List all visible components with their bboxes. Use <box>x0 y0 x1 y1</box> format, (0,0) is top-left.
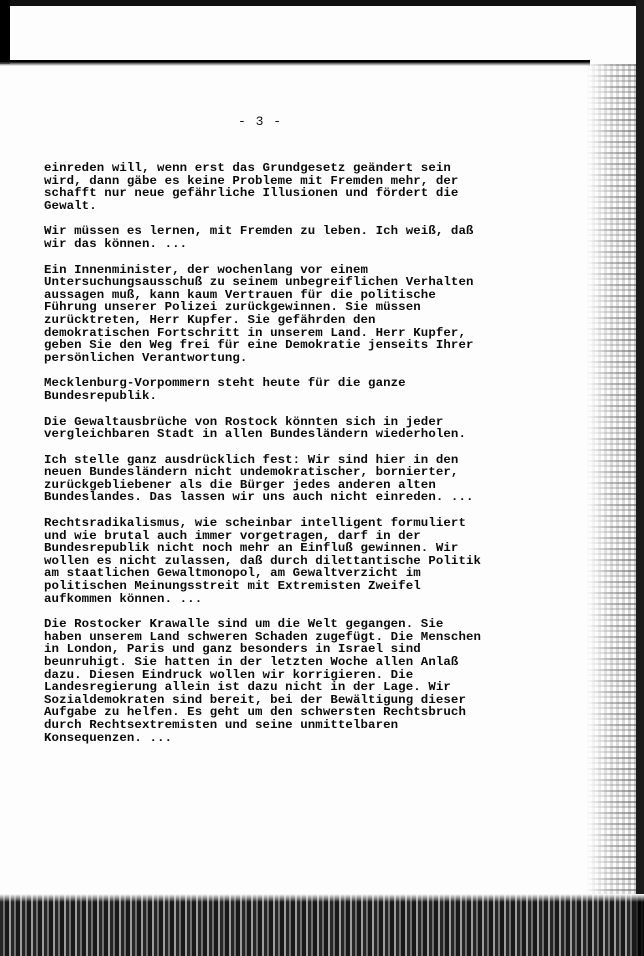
paragraph <box>44 416 564 441</box>
text-line: am staatlichen Gewaltmonopol, am Gewaltverzicht im <box>44 566 421 581</box>
paragraph <box>44 264 564 365</box>
text-line: geben Sie den Weg frei für eine Demokratie jenseits Ihrer <box>44 338 474 353</box>
paragraph <box>44 454 564 504</box>
scan-bottom-edge <box>0 894 644 956</box>
text-line: und wie brutal auch immer vorgetragen, darf in der <box>44 528 421 543</box>
text-line: Die Rostocker Krawalle sind um die Welt gegangen. Sie <box>44 617 444 632</box>
text-line: Rechtsradikalismus, wie scheinbar intelligent formuliert <box>44 516 466 531</box>
text-line: wird, dann gäbe es keine Probleme mit Fremden mehr, der <box>44 173 459 188</box>
text-line: Landesregierung allein ist dazu nicht in der Lage. Wir <box>44 680 451 695</box>
scan-top-edge <box>0 0 644 6</box>
paragraph <box>44 162 564 212</box>
text-line: Untersuchungsausschuß zu seinem unbegreiflichen Verhalten <box>44 275 474 290</box>
text-line: schafft nur neue gefährliche Illusionen und fördert die <box>44 186 459 201</box>
paragraph <box>44 377 564 402</box>
page-number: - 3 - <box>237 114 282 129</box>
text-line: dazu. Diesen Eindruck wollen wir korrigieren. Die <box>44 667 414 682</box>
text-line: wollen es nicht zulassen, daß durch dilettantische Politik <box>44 553 482 568</box>
text-line: aufkommen können. ... <box>44 591 203 606</box>
text-line: Gewalt. <box>44 198 97 213</box>
text-line: Konsequenzen. ... <box>44 730 173 745</box>
text-line: demokratischen Fortschritt in unserem Land. Herr Kupfer, <box>44 325 466 340</box>
scan-top-left-corner <box>0 0 10 64</box>
text-line: Ich stelle ganz ausdrücklich fest: Wir sind hier in den <box>44 452 459 467</box>
text-line: persönlichen Verantwortung. <box>44 350 248 365</box>
paragraph <box>44 618 564 744</box>
text-line: neuen Bundesländern nicht undemokratischer, bornierter, <box>44 465 459 480</box>
document-body <box>44 162 564 757</box>
text-line: Bundesrepublik nicht noch mehr an Einfluß gewinnen. Wir <box>44 541 459 556</box>
text-line: Bundesrepublik. <box>44 388 158 403</box>
paragraph <box>44 225 564 250</box>
text-line: Sozialdemokraten sind bereit, bei der Bewältigung dieser <box>44 692 466 707</box>
scan-top-shadow-line <box>0 60 590 66</box>
text-line: Aufgabe zu helfen. Es geht um den schwersten Rechtsbruch <box>44 705 466 720</box>
text-line: vergleichbaren Stadt in allen Bundesländern wiederholen. <box>44 427 466 442</box>
text-line: in London, Paris und ganz besonders in Israel sind <box>44 642 421 657</box>
text-line: wir das können. ... <box>44 236 188 251</box>
text-line: Führung unserer Polizei zurückgewinnen. Sie müssen <box>44 300 421 315</box>
text-line: Mecklenburg-Vorpommern steht heute für die ganze <box>44 376 406 391</box>
text-line: aussagen muß, kann kaum Vertrauen für die politische <box>44 287 436 302</box>
text-line: Ein Innenminister, der wochenlang vor einem <box>44 262 369 277</box>
text-line: haben unserem Land schweren Schaden zugefügt. Die Menschen <box>44 629 482 644</box>
text-line: Wir müssen es lernen, mit Fremden zu leben. Ich weiß, daß <box>44 224 474 239</box>
text-line: einreden will, wenn erst das Grundgesetz geändert sein <box>44 161 451 175</box>
text-line: Die Gewaltausbrüche von Rostock könnten sich in jeder <box>44 414 444 429</box>
text-line: zurückgebliebener als die Bürger jedes anderen alten <box>44 477 436 492</box>
text-line: durch Rechtsextremisten und seine unmittelbaren <box>44 717 399 732</box>
text-line: politischen Meinungsstreit mit Extremisten Zweifel <box>44 579 421 594</box>
text-line: Bundeslandes. Das lassen wir uns auch nicht einreden. ... <box>44 490 474 505</box>
text-line: beunruhigt. Sie hatten in der letzten Woche allen Anlaß <box>44 655 459 669</box>
scan-right-border <box>636 0 644 956</box>
text-line: zurücktreten, Herr Kupfer. Sie gefährden den <box>44 312 376 327</box>
paragraph <box>44 517 564 605</box>
